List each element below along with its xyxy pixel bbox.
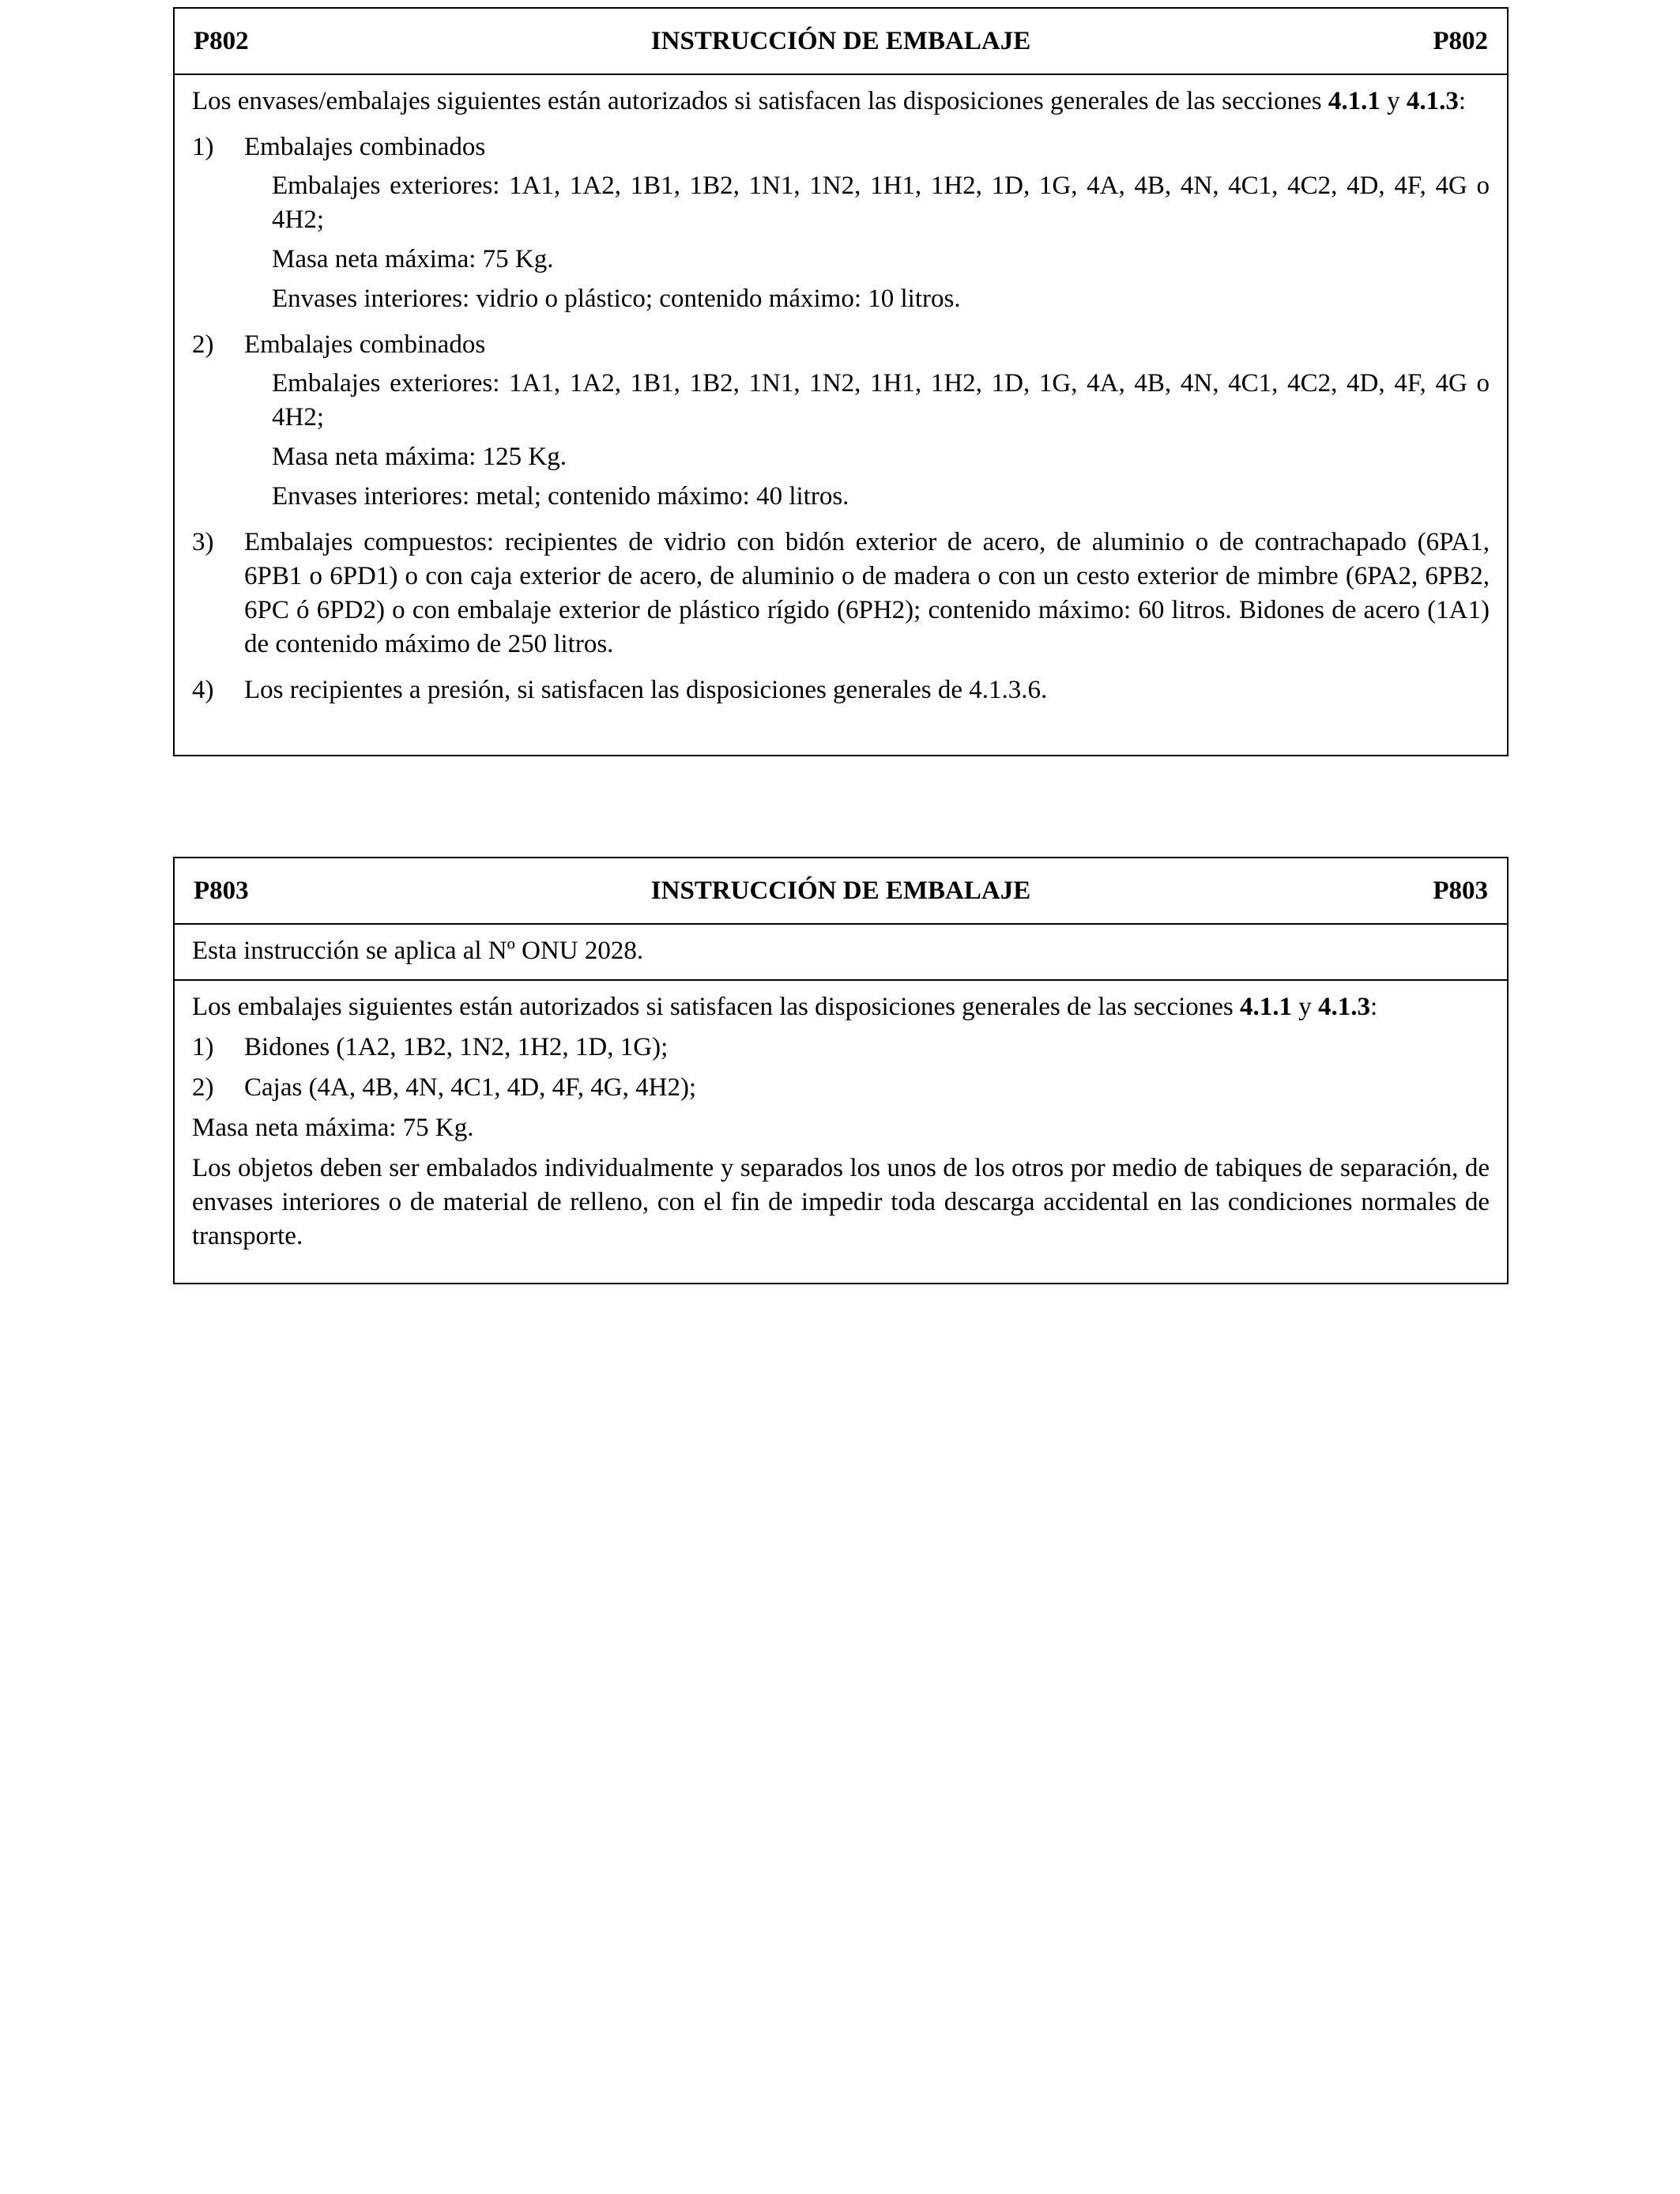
list-sub-item: Envases interiores: metal; contenido máximo: 40 litros. — [272, 482, 849, 511]
p803-item-1 — [192, 1031, 1490, 1065]
p803-intro-and: y — [1292, 993, 1319, 1021]
p802-intro-text: Los envases/embalajes siguientes están autorizados si satisfacen las disposiciones generales de las secciones — [192, 87, 1328, 115]
p803-code-right: P803 — [1433, 876, 1488, 905]
p802-code-right: P802 — [1433, 26, 1488, 55]
p802-title: INSTRUCCIÓN DE EMBALAJE — [650, 26, 1031, 55]
p802-header — [175, 9, 1507, 75]
list-sub-item: Embalajes exteriores: 1A1, 1A2, 1B1, 1B2, 1N1, 1N2, 1H1, 1H2, 1D, 1G, 4A, 4B, 4N, 4C1, 4C2, 4D, 4F, 4G o 4H2; — [272, 369, 1490, 432]
list-sub-item: Masa neta máxima: 125 Kg. — [272, 443, 567, 471]
list-number: 3) — [192, 528, 214, 556]
p802-ref-413: 4.1.3 — [1406, 87, 1459, 115]
list-item-label: Bidones (1A2, 1B2, 1N2, 1H2, 1D, 1G); — [244, 1033, 669, 1061]
p803-body — [175, 979, 1507, 1265]
p802-intro-end: : — [1458, 87, 1466, 115]
list-item-label: Los recipientes a presión, si satisfacen las disposiciones generales de 4.1.3.6. — [244, 676, 1048, 704]
list-sub-item: Masa neta máxima: 75 Kg. — [272, 245, 554, 273]
p802-item-1 — [192, 130, 1490, 316]
p803-note: Los objetos deben ser embalados individualmente y separados los unos de los otros por medio de tabiques de separación, de envases interiores o de material de relleno, con el fin de impedir toda descarga accidental en las condiciones normales de transporte. — [192, 1154, 1490, 1250]
p802-item-4 — [192, 673, 1490, 707]
p803-applies: Esta instrucción se aplica al Nº ONU 2028. — [192, 937, 644, 965]
list-number: 4) — [192, 676, 214, 704]
p803-net-mass: Masa neta máxima: 75 Kg. — [192, 1114, 474, 1142]
p803-title: INSTRUCCIÓN DE EMBALAJE — [650, 876, 1031, 905]
p803-ref-411: 4.1.1 — [1240, 993, 1293, 1021]
p803-intro-end: : — [1370, 993, 1378, 1021]
p802-ref-411: 4.1.1 — [1328, 87, 1381, 115]
p803-applies-section — [175, 925, 1507, 979]
p802-item-3 — [192, 526, 1490, 662]
list-number: 1) — [192, 133, 214, 161]
p803-ref-413: 4.1.3 — [1318, 993, 1371, 1021]
p802-intro — [192, 85, 1490, 119]
p802-item-2 — [192, 328, 1490, 514]
list-number: 1) — [192, 1033, 214, 1061]
list-number: 2) — [192, 1073, 214, 1102]
packing-instruction-p802 — [173, 7, 1509, 756]
packing-instruction-p803 — [173, 857, 1509, 1284]
list-sub-item: Envases interiores: vidrio o plástico; contenido máximo: 10 litros. — [272, 285, 961, 313]
list-item-label: Embalajes combinados — [244, 330, 486, 359]
list-item-label: Embalajes compuestos: recipientes de vidrio con bidón exterior de acero, de aluminio o de contrachapado (6PA1, 6PB1 o 6PD1) o con caja exterior de acero, de aluminio o de madera o con un cesto exterior de mimbre (6PA2, 6PB2, 6PC ó 6PD2) o con embalaje exterior de plástico rígido (6PH2); contenido máximo: 60 litros. Bidones de acero (1A1) de contenido máximo de 250 litros. — [244, 528, 1490, 658]
list-item-label: Cajas (4A, 4B, 4N, 4C1, 4D, 4F, 4G, 4H2); — [244, 1073, 697, 1102]
p803-intro-text: Los embalajes siguientes están autorizados si satisfacen las disposiciones generales de las secciones — [192, 993, 1241, 1021]
p802-body — [175, 75, 1507, 718]
p803-header — [175, 858, 1507, 925]
p802-intro-and: y — [1380, 87, 1407, 115]
list-item-label: Embalajes combinados — [244, 133, 486, 161]
p803-item-2 — [192, 1071, 1490, 1105]
p802-code-left: P802 — [194, 26, 249, 55]
list-number: 2) — [192, 330, 214, 359]
list-sub-item: Embalajes exteriores: 1A1, 1A2, 1B1, 1B2, 1N1, 1N2, 1H1, 1H2, 1D, 1G, 4A, 4B, 4N, 4C1, 4C2, 4D, 4F, 4G o 4H2; — [272, 172, 1490, 234]
p803-intro — [192, 990, 1490, 1024]
p803-code-left: P803 — [194, 876, 249, 905]
